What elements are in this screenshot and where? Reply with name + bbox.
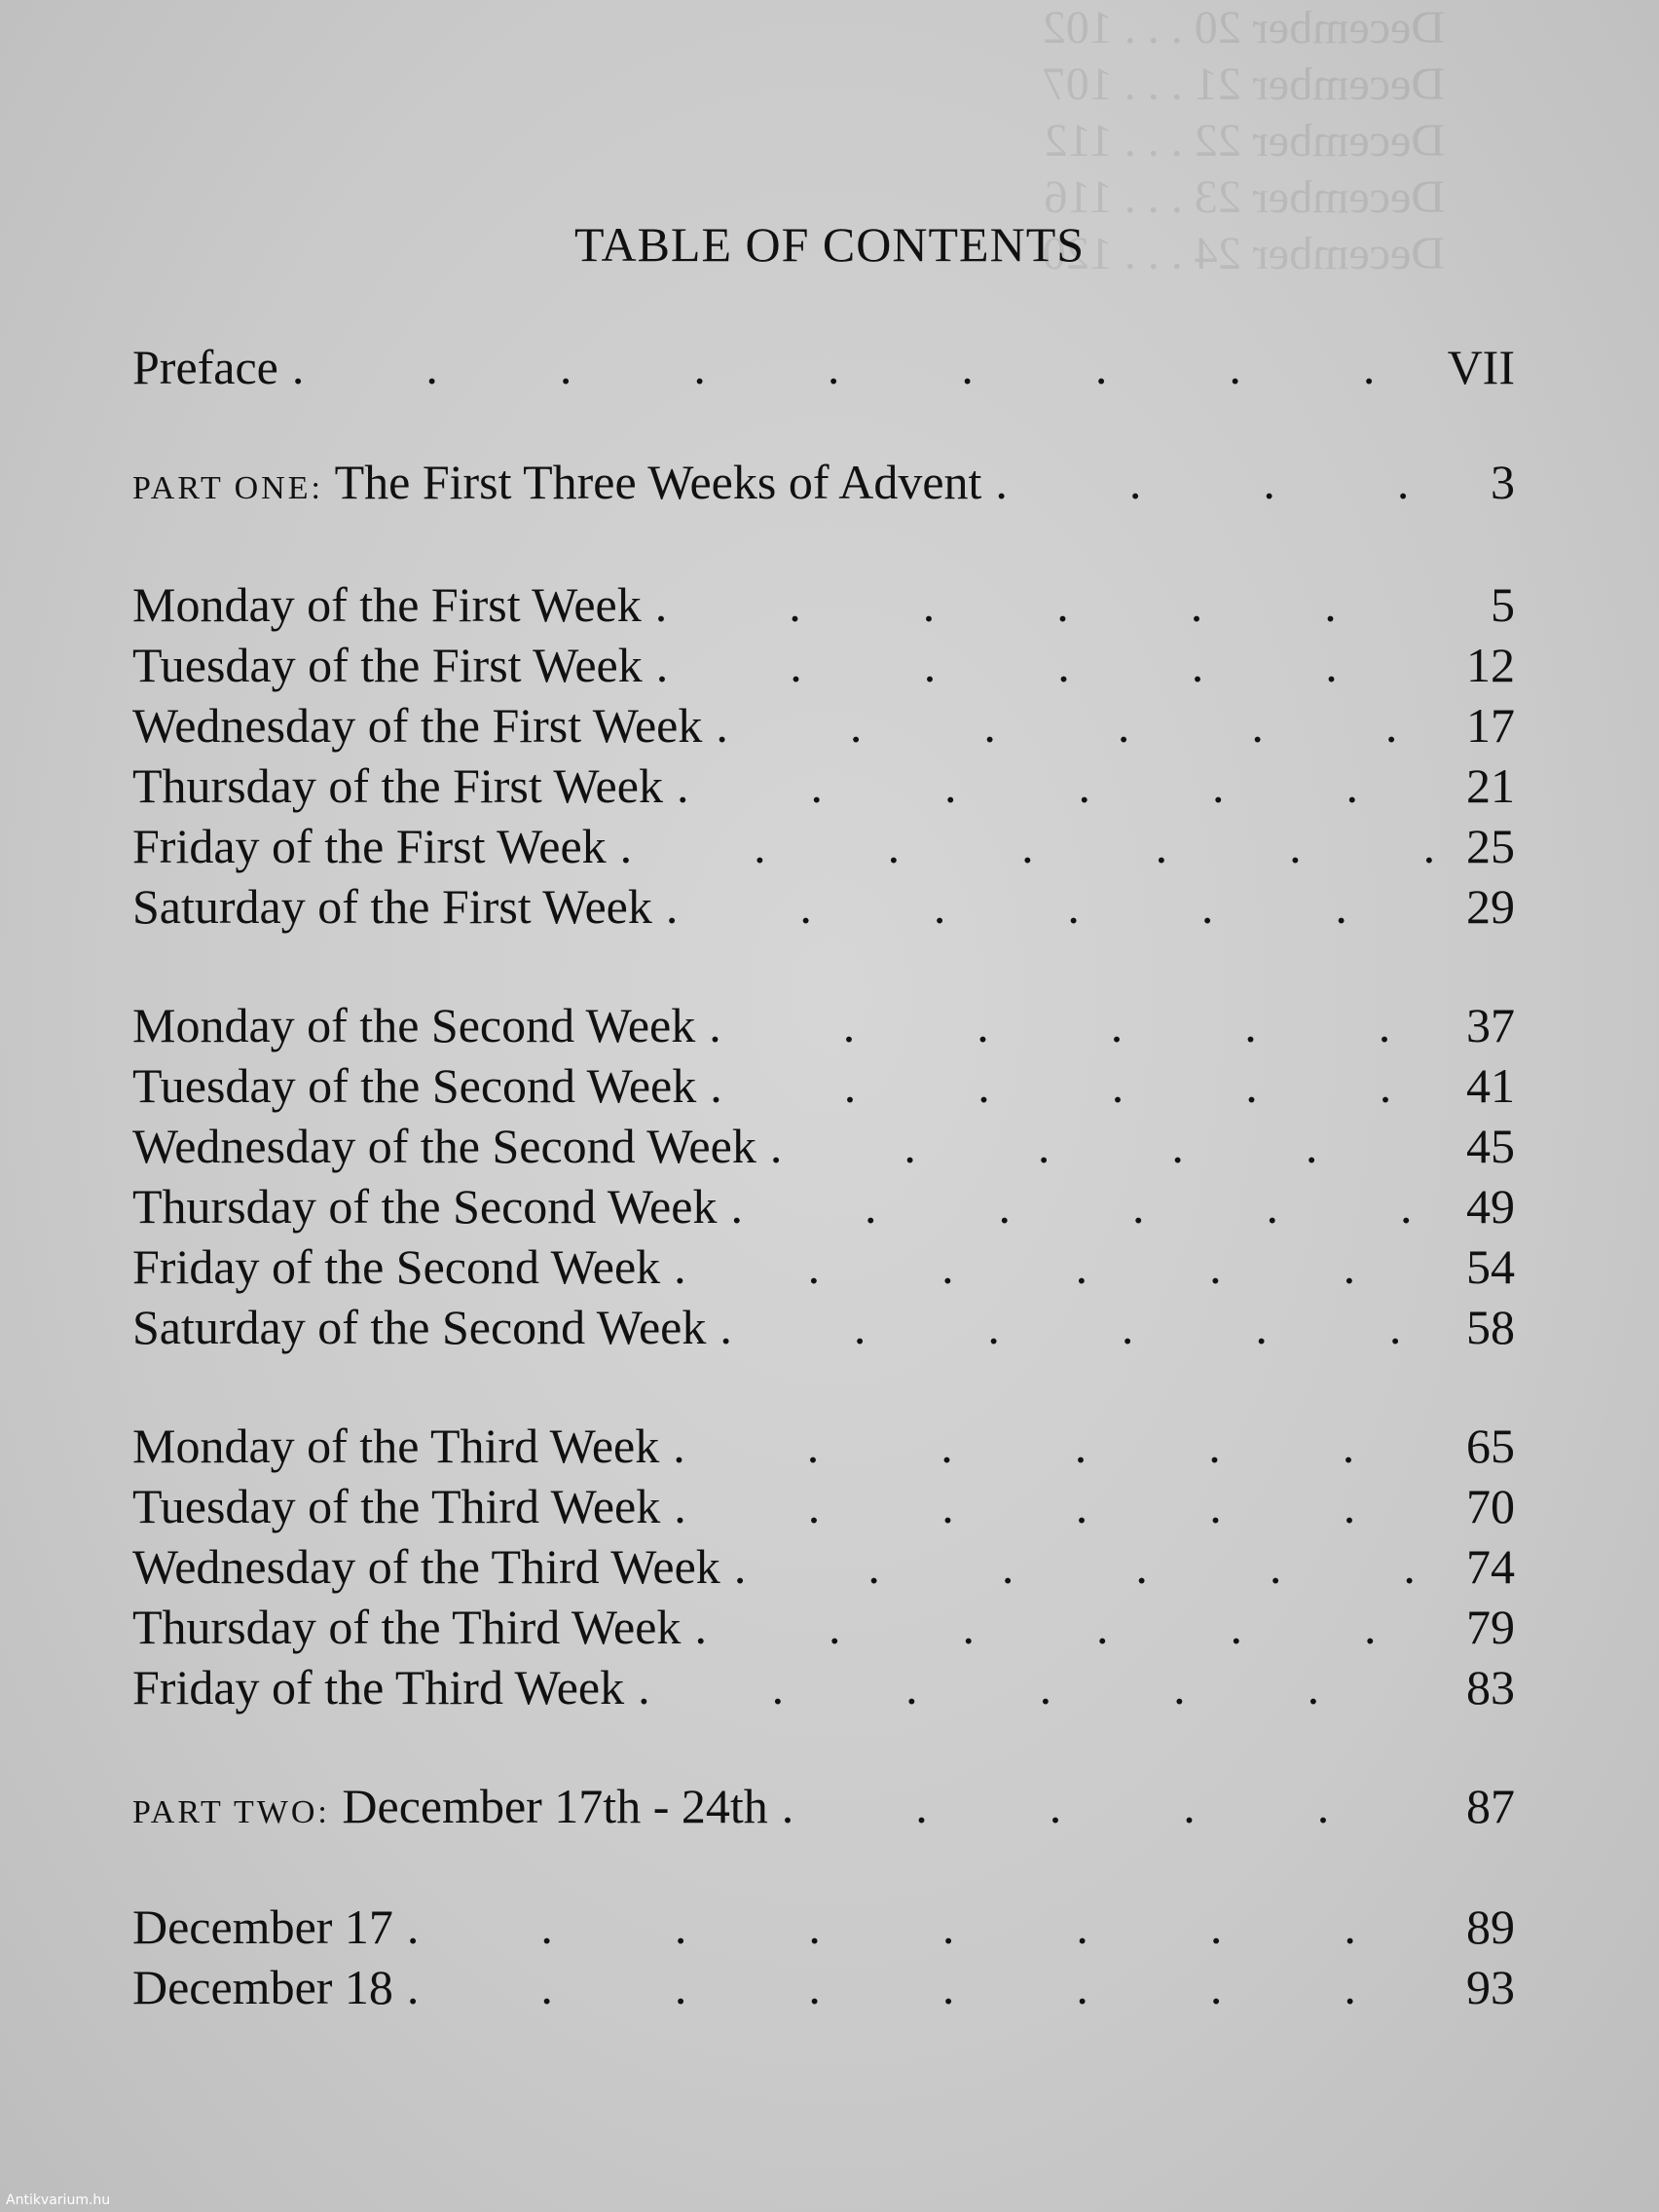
page-number: 37 [1466, 998, 1515, 1052]
bleed-line [82, 0, 1445, 56]
entry-title [132, 454, 981, 510]
page-number: 5 [1491, 577, 1515, 632]
entry-title: Monday of the Third Week [132, 1419, 660, 1473]
page-number: 89 [1466, 1899, 1515, 1954]
entry-title: Thursday of the First Week [132, 758, 663, 813]
bleed-line [82, 113, 1445, 169]
entry-title: December 18 [132, 1960, 393, 2014]
toc-entry[interactable] [132, 1118, 1515, 1178]
toc-entry[interactable] [132, 1057, 1515, 1118]
toc-entry[interactable] [132, 697, 1515, 757]
toc-entry[interactable] [132, 1599, 1515, 1659]
toc-entry[interactable] [132, 1899, 1515, 1959]
entry-title: Thursday of the Second Week [132, 1179, 718, 1234]
dot-leader [734, 1538, 1433, 1595]
page-number: 45 [1466, 1119, 1515, 1173]
page-number: 25 [1466, 819, 1515, 873]
bleed-line [82, 56, 1445, 113]
dot-leader [638, 1659, 1433, 1715]
entry-title: Tuesday of the First Week [132, 638, 643, 692]
toc-entry[interactable] [132, 637, 1515, 697]
page-number: 17 [1466, 698, 1515, 753]
dot-leader [407, 1899, 1433, 1955]
entry-title: Friday of the Second Week [132, 1239, 661, 1294]
page-number: VII [1447, 340, 1515, 394]
dot-leader [656, 637, 1433, 693]
dot-leader [677, 757, 1433, 814]
part-label: PART ONE: [132, 470, 323, 506]
page-number: 83 [1466, 1660, 1515, 1714]
toc-entry[interactable] [132, 1959, 1515, 2019]
page-number: 21 [1466, 758, 1515, 813]
part-title: The First Three Weeks of Advent [334, 455, 982, 509]
toc-part-two[interactable] [132, 1778, 1515, 1838]
page-number: 65 [1466, 1419, 1515, 1473]
entry-title: Wednesday of the Second Week [132, 1119, 756, 1173]
toc-entry[interactable] [132, 1299, 1515, 1359]
page-number: 58 [1466, 1300, 1515, 1354]
dot-leader [995, 454, 1433, 510]
dot-leader [710, 1057, 1433, 1114]
dot-leader [719, 1299, 1433, 1355]
toc-entry[interactable] [132, 1178, 1515, 1238]
entry-title [132, 1778, 768, 1834]
page-number: 87 [1466, 1779, 1515, 1833]
dot-leader [292, 339, 1433, 395]
toc-entry-preface[interactable] [132, 339, 1515, 399]
entry-title: Preface [132, 340, 278, 394]
toc-part-one[interactable] [132, 454, 1515, 514]
dot-leader [620, 818, 1433, 874]
dot-leader [730, 1178, 1433, 1235]
entry-title: Thursday of the Third Week [132, 1600, 682, 1654]
page-number: 79 [1466, 1600, 1515, 1654]
page-number: 54 [1466, 1239, 1515, 1294]
dot-leader [655, 576, 1433, 633]
entry-title: Saturday of the Second Week [132, 1300, 707, 1354]
page-number: 70 [1466, 1479, 1515, 1533]
dot-leader [709, 997, 1433, 1053]
toc-entry[interactable] [132, 997, 1515, 1057]
dot-leader [782, 1778, 1433, 1834]
entry-title: Friday of the Third Week [132, 1660, 625, 1714]
entry-title: Tuesday of the Third Week [132, 1479, 661, 1533]
dot-leader [674, 1478, 1433, 1534]
page-number: 3 [1491, 455, 1515, 509]
toc-entry[interactable] [132, 1659, 1515, 1719]
page-title: TABLE OF CONTENTS [573, 217, 1086, 272]
page-number: 93 [1466, 1960, 1515, 2014]
entry-title: Wednesday of the First Week [132, 698, 703, 753]
page-number: 12 [1466, 638, 1515, 692]
bleed-text: December 20 . . . 102 [1042, 2, 1445, 54]
entry-title: Saturday of the First Week [132, 879, 652, 934]
bleed-text: December 22 . . . 112 [1044, 115, 1445, 166]
entry-title: Monday of the First Week [132, 577, 642, 632]
dot-leader [694, 1599, 1433, 1655]
page-number: 41 [1466, 1058, 1515, 1113]
part-title: December 17th - 24th [342, 1779, 768, 1833]
toc-entry[interactable] [132, 878, 1515, 939]
dot-leader [674, 1238, 1433, 1295]
toc-entry[interactable] [132, 1538, 1515, 1599]
part-label: PART TWO: [132, 1794, 330, 1830]
watermark-text: Antikvarium.hu [6, 2193, 111, 2208]
page-number: 49 [1466, 1179, 1515, 1234]
page-number: 29 [1466, 879, 1515, 934]
toc-entry[interactable] [132, 1418, 1515, 1478]
dot-leader [716, 697, 1433, 754]
entry-title: Tuesday of the Second Week [132, 1058, 697, 1113]
toc-entry[interactable] [132, 818, 1515, 878]
entry-title: Monday of the Second Week [132, 998, 696, 1052]
toc-entry[interactable] [132, 1238, 1515, 1299]
bleed-text: December 24 . . . 120 [1042, 228, 1445, 279]
dot-leader [666, 878, 1433, 935]
entry-title: Wednesday of the Third Week [132, 1539, 720, 1594]
bleed-text: December 21 . . . 107 [1042, 58, 1445, 110]
dot-leader [770, 1118, 1433, 1174]
entry-title: December 17 [132, 1899, 393, 1954]
toc-entry[interactable] [132, 1478, 1515, 1538]
entry-title: Friday of the First Week [132, 819, 607, 873]
toc-entry[interactable] [132, 757, 1515, 818]
page-number: 74 [1466, 1539, 1515, 1594]
dot-leader [407, 1959, 1433, 2015]
bleed-text: December 23 . . . 116 [1044, 171, 1445, 223]
dot-leader [673, 1418, 1433, 1474]
toc-entry[interactable] [132, 576, 1515, 637]
